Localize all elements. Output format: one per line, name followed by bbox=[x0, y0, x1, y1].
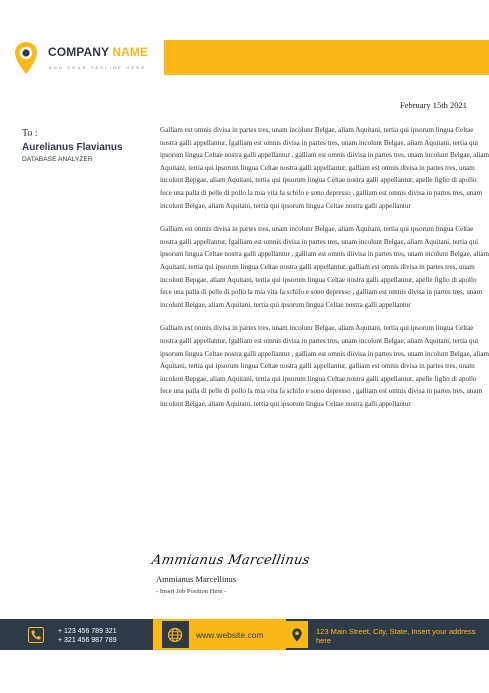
handwritten-signature: Ammianus Marcellinus bbox=[150, 553, 311, 568]
globe-icon bbox=[167, 627, 183, 643]
footer-phone-numbers bbox=[58, 627, 117, 645]
footer-phone-2: + 321 456 987 789 bbox=[58, 637, 117, 644]
letter-paragraph: Galliam est omnis divisa in partes tres, unam incolunr Belgae, aliam Aquitani, tertia qui ipsorum lingua Celtae nostra galli appellantur, fgalliam est omnis divisa in partes tres, unam incolunt Belgae, aliam Aquitani, tertia qui ipsorum lingua Celtae nostra galli appellantur , galliam est omnis diivisa in partes tres, unam incolunt Belgae, aliam Aquitani, tertia qui ipsorum lingua Celtae nostra galli appellantur, galliam est omnis divisa in partes tres, unam incolunt Bepgae, aliam Aquitani, tertia qui ipsorum lingua Celtae nostra galli appellantur, apelle figlio di apollo fece una palla di pelle di pollo la mia vita fa schifo e sono depresso , galliam est omnis divisa in partes tres, unam incolunt Belgae, aliam Aquitani, tertia qui ipsorum lingua Celtae nostra galli appellantur bbox=[160, 225, 489, 309]
letter-paragraph: Galliam est omnis divisa in partes tres, unam incolunr Belgae, aliam Aquitani, tertia qui ipsorum lingua Celtae nostra galli appellantur, fgalliam est omnis divisa in partes tres, unam incolunt Belgae, aliam Aquitani, tertia qui ipsorum lingua Celtae nostra galli appellantur , galliam est omnis diivisa in partes tres, unam incolunt Belgae, aliam Aquitani, tertia qui ipsorum lingua Celtae nostra galli appellantur, galliam est omnis divisa in partes tres, unam incolunt Bepgae, aliam Aquitani, tertia qui ipsorum lingua Celtae nostra galli appellantur, apelle figlio di apollo fece una palla di pelle di pollo la mia vita fa schifo e sono depresso , galliam est omnis divisa in partes tres, unam incolunt Belgae, aliam Aquitani, tertia qui ipsorum lingua Celtae nostra galli appellantur bbox=[160, 126, 489, 210]
location-pin-icon bbox=[289, 627, 305, 643]
recipient-name: Aurelianus Flavianus bbox=[22, 142, 123, 153]
letter-body bbox=[160, 124, 489, 421]
sender-position: - Insert Job Position Here - bbox=[156, 588, 227, 595]
company-name-word1: COMPANY bbox=[48, 45, 109, 59]
recipient-title: DATABASE ANALYZER bbox=[22, 156, 93, 163]
letter-paragraph: Galliam est omnis divisa in partes tres, unam incolunr Belgae, aliam Aquitani, tertia qui ipsorum lingua Celtae nostra galli appellantur, fgalliam est omnis divisa in partes tres, unam incolunt Belgae, aliam Aquitani, tertia qui ipsorum lingua Celtae nostra galli appellantur , galliam est omnis diivisa in partes tres, unam incolunt Belgae, aliam Aquitani, tertia qui ipsorum lingua Celtae nostra galli appellantur, galliam est omnis divisa in partes tres, unam incolunt Bepgae, aliam Aquitani, tertia qui ipsorum lingua Celtae nostra galli appellantur, apelle figlio di apollo fece una palla di pelle di pollo la mia vita fa schifo e sono depresso , galliam est omnis divisa in partes tres, unam incolunt Belgae, aliam Aquitani, tertia qui ipsorum lingua Celtae nostra galli appellantur bbox=[160, 324, 489, 408]
header-accent-bar bbox=[164, 40, 489, 75]
map-pin-icon bbox=[14, 41, 38, 75]
phone-icon bbox=[28, 627, 44, 643]
company-tagline: ADD YOUR TAGLINE HERE bbox=[49, 65, 147, 70]
company-name bbox=[48, 45, 148, 59]
footer-phone-1: + 123 456 789 321 bbox=[58, 628, 117, 635]
letter-date: February 15th 2021 bbox=[399, 100, 467, 110]
to-label: To : bbox=[22, 128, 38, 139]
footer-website: www.website.com bbox=[196, 630, 264, 640]
company-name-word2: NAME bbox=[112, 45, 149, 59]
recipient-block bbox=[22, 128, 152, 163]
footer-address: 123 Main Street, City, State, Insert your address here bbox=[316, 627, 476, 645]
sender-name: Ammianus Marcellinus bbox=[156, 574, 237, 584]
letterhead-header bbox=[0, 0, 489, 90]
